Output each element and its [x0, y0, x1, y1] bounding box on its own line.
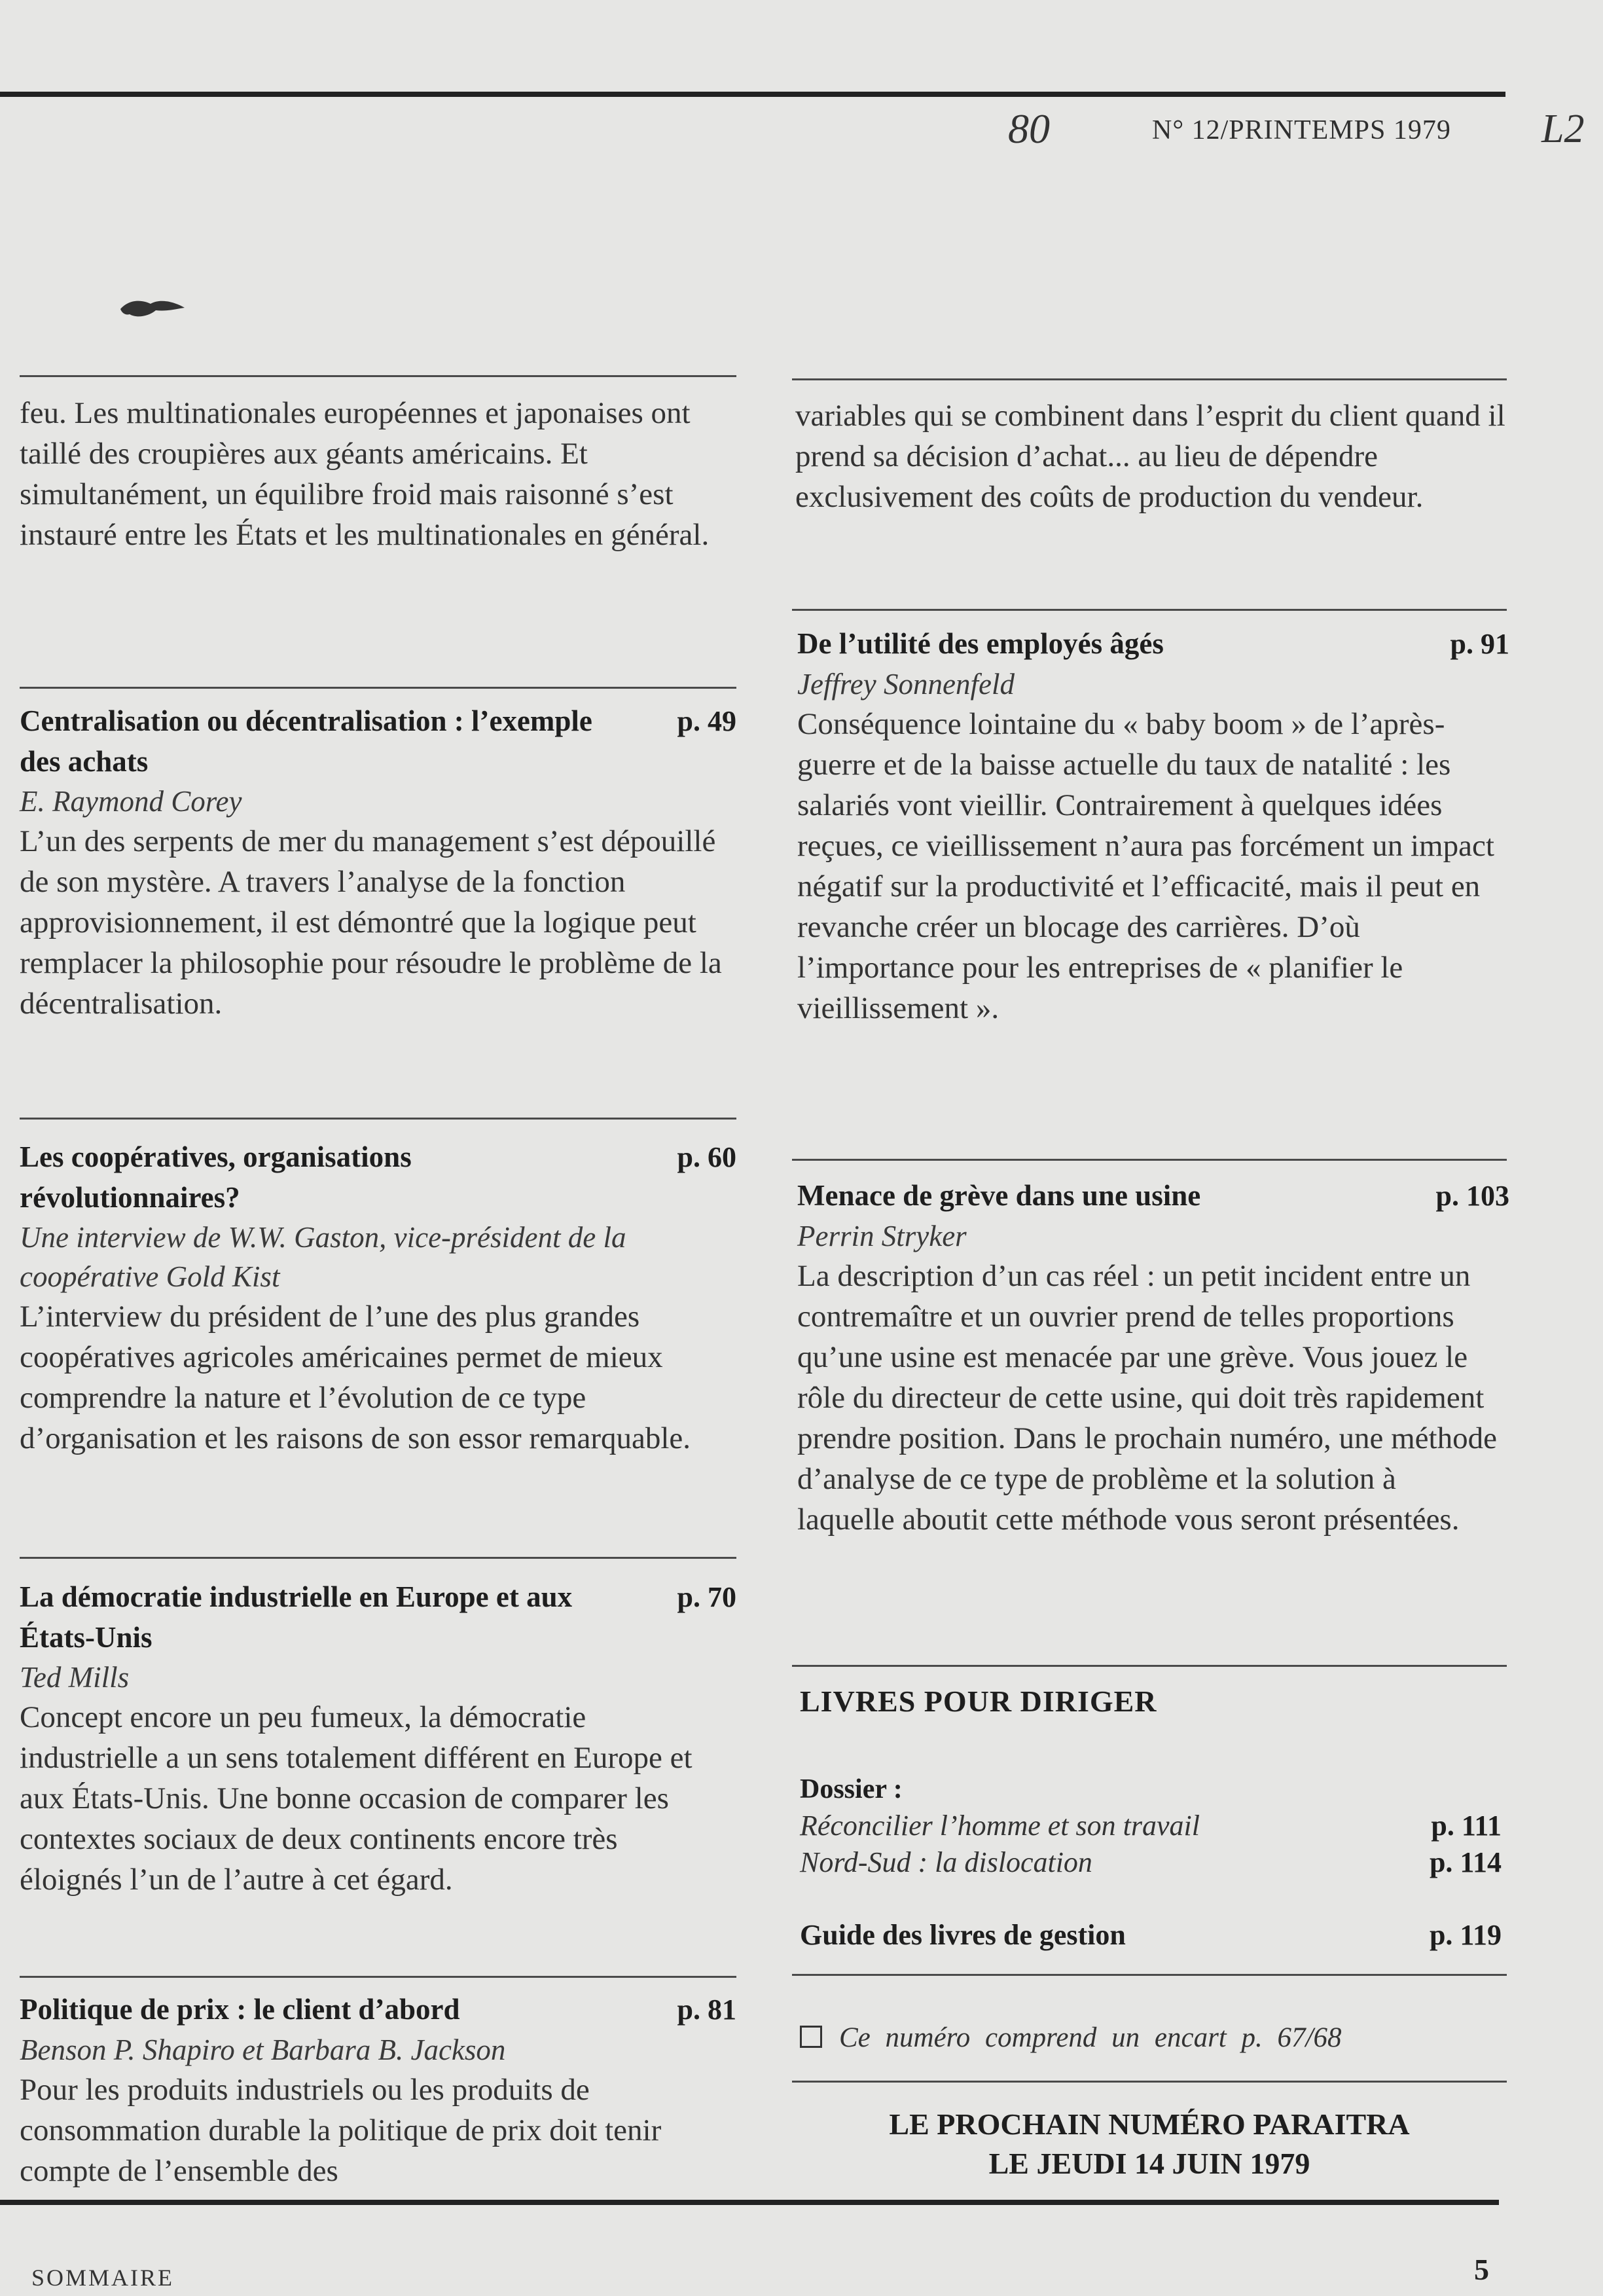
section-divider [792, 1665, 1507, 1667]
article-author: Ted Mills [20, 1661, 130, 1694]
encart-note [800, 2022, 1341, 2054]
handwritten-mark: L2 [1541, 107, 1585, 151]
footer-section-label: SOMMAIRE [31, 2265, 175, 2291]
next-issue-announcement [792, 2105, 1507, 2183]
article-page: p. 91 [1450, 628, 1509, 660]
article-cooperatives[interactable] [20, 1137, 736, 1459]
article-divider [792, 1159, 1507, 1161]
article-description: Conséquence lointaine du « baby boom » de l’après-guerre et de la baisse actuelle du taux de natalité : les salariés vont vieillir. Contrairement à quelques idées reçues, ce vieillissement n’aura pas forcément un impact négatif sur la productivité et l’efficacité, mais il peut en revanche créer un blocage des carrières. D’où l’importance pour les entreprises de « planifier le vieillissement ». [797, 707, 1494, 1025]
article-title: La démocratie industrielle en Europe et aux États-Unis [20, 1580, 573, 1654]
article-page: p. 60 [677, 1141, 736, 1173]
dossier-item[interactable] [800, 1808, 1502, 1844]
dossier-item[interactable] [800, 1844, 1502, 1881]
dossier-item-title: Réconcilier l’homme et son travail [800, 1810, 1200, 1842]
left-continuation-text: feu. Les multinationales européennes et japonaises ont taillé des croupières aux géants américains. Et simultanément, un équilibre froid mais raisonné s’est instauré entre les États et les multinationales en général. [20, 396, 710, 552]
article-divider [20, 1118, 736, 1120]
article-divider [20, 687, 736, 689]
article-description: Concept encore un peu fumeux, la démocratie industrielle a un sens totalement différent en Europe et aux États-Unis. Une bonne occasion de comparer les contextes sociaux de deux continents encore très éloignés l’un de l’autre à cet égard. [20, 1700, 693, 1897]
guide-title: Guide des livres de gestion [800, 1919, 1126, 1951]
dossier-item-page: p. 114 [1429, 1846, 1502, 1878]
section-divider [792, 1974, 1507, 1976]
article-employes-ages[interactable] [797, 623, 1509, 1029]
article-description: L’interview du président de l’une des plus grandes coopératives agricoles américaines permet de mieux comprendre la nature et l’évolution de ce type d’organisation et les raisons de son essor remarquable. [20, 1300, 691, 1455]
top-rule [0, 92, 1505, 97]
announcement-line-2: LE JEUDI 14 JUIN 1979 [988, 2147, 1310, 2180]
article-politique-de-prix[interactable] [20, 1989, 736, 2191]
checkbox-icon [800, 2026, 822, 2048]
ink-blot-icon [117, 293, 190, 323]
article-author: Jeffrey Sonnenfeld [797, 668, 1015, 701]
article-divider [20, 1557, 736, 1559]
article-centralisation[interactable] [20, 701, 736, 1024]
article-page: p. 103 [1435, 1180, 1509, 1212]
article-page: p. 81 [677, 1994, 736, 2026]
footer-page-number: 5 [1474, 2253, 1489, 2286]
encart-text: Ce numéro comprend un encart p. 67/68 [839, 2022, 1342, 2053]
dossier-block [800, 1771, 1502, 1881]
bottom-rule [0, 2200, 1499, 2205]
dossier-label: Dossier : [800, 1774, 903, 1804]
dossier-item-title: Nord-Sud : la dislocation [800, 1846, 1092, 1878]
article-title: Menace de grève dans une usine [797, 1179, 1201, 1212]
article-divider [792, 609, 1507, 611]
article-title: De l’utilité des employés âgés [797, 627, 1164, 660]
article-democratie[interactable] [20, 1576, 736, 1900]
article-author: Une interview de W.W. Gaston, vice-président de la coopérative Gold Kist [20, 1221, 626, 1293]
right-continuation-text: variables qui se combinent dans l’esprit du client quand il prend sa décision d’achat... au lieu de dépendre exclusivement des coûts de production du vendeur. [795, 399, 1505, 514]
article-author: Perrin Stryker [797, 1220, 967, 1252]
handwritten-page-number: 80 [1008, 105, 1050, 152]
article-description: La description d’un cas réel : un petit incident entre un contremaître et un ouvrier prend de telles proportions qu’une usine est menacée par une grève. Vous jouez le rôle du directeur de cette usine, qui doit très rapidement prendre position. Dans le prochain numéro, une méthode d’analyse de ce type de problème et la solution à laquelle aboutit cette méthode vous seront présentées. [797, 1259, 1497, 1537]
section-divider [792, 2081, 1507, 2083]
article-page: p. 70 [677, 1581, 736, 1613]
article-menace-de-greve[interactable] [797, 1175, 1509, 1540]
article-description: L’un des serpents de mer du management s’est dépouillé de son mystère. A travers l’analyse de la fonction approvisionnement, il est démontré que la logique peut remplacer la philosophie pour résoudre le problème de la décentralisation. [20, 824, 722, 1021]
article-title: Les coopératives, organisations révolutionnaires? [20, 1140, 412, 1214]
article-author: E. Raymond Corey [20, 785, 242, 818]
left-top-rule [20, 375, 736, 377]
article-divider [20, 1976, 736, 1978]
article-title: Politique de prix : le client d’abord [20, 1993, 460, 2026]
article-title: Centralisation ou décentralisation : l’exemple des achats [20, 704, 592, 778]
announcement-line-1: LE PROCHAIN NUMÉRO PARAITRA [889, 2107, 1410, 2141]
issue-label: N° 12/PRINTEMPS 1979 [1152, 115, 1451, 145]
article-page: p. 49 [677, 705, 736, 737]
guide-page: p. 119 [1429, 1919, 1502, 1951]
article-author: Benson P. Shapiro et Barbara B. Jackson [20, 2033, 506, 2066]
article-description: Pour les produits industriels ou les produits de consommation durable la politique de prix doit tenir compte de l’ensemble des [20, 2073, 662, 2188]
dossier-item-page: p. 111 [1431, 1810, 1502, 1842]
guide-row[interactable] [800, 1918, 1502, 1952]
right-top-rule [792, 378, 1507, 380]
books-heading: LIVRES POUR DIRIGER [800, 1685, 1157, 1718]
